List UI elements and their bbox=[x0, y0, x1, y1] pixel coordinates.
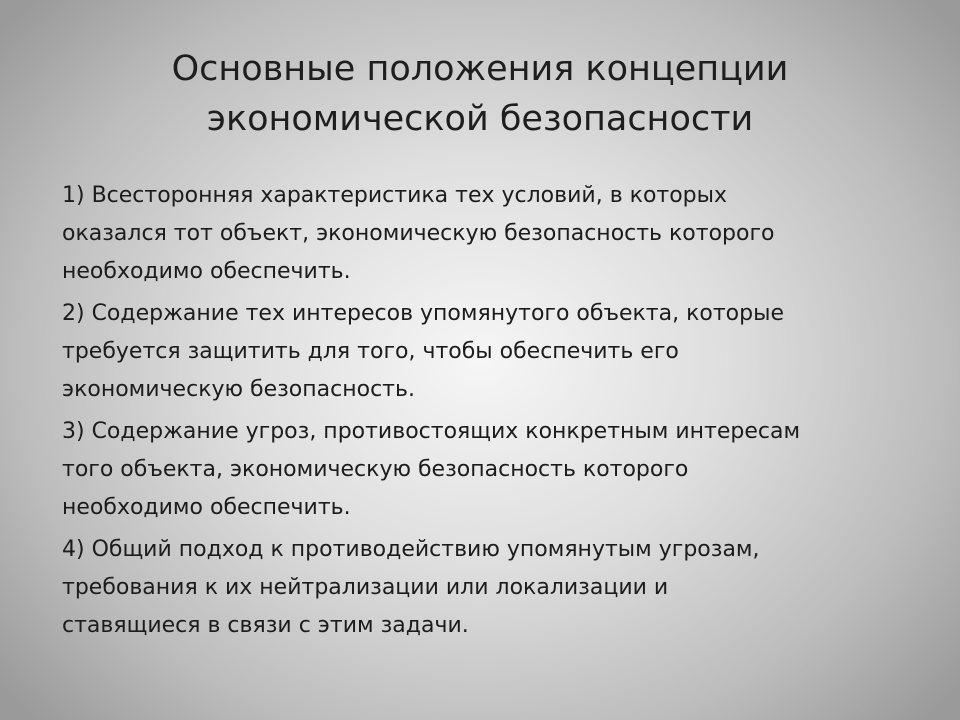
list-item-3-line-2: того объекта, экономическую безопасность которого bbox=[62, 457, 689, 482]
list-item-1 bbox=[62, 177, 902, 291]
list-item-4-line-1: 4) Общий подход к противодействию упомянутым угрозам, bbox=[62, 537, 760, 562]
slide-content-list bbox=[62, 177, 902, 649]
list-item-2-line-1: 2) Содержание тех интересов упомянутого объекта, которые bbox=[62, 301, 784, 326]
title-line-1: Основные положения концепции bbox=[171, 49, 789, 89]
list-item-1-line-2: оказался тот объект, экономическую безопасность которого bbox=[62, 221, 775, 246]
list-item-2-line-3: экономическую безопасность. bbox=[62, 377, 415, 402]
list-item-4-line-3: ставящиеся в связи с этим задачи. bbox=[62, 613, 469, 638]
list-item-2-line-2: требуется защитить для того, чтобы обеспечить его bbox=[62, 339, 679, 364]
list-item-1-line-1: 1) Всесторонняя характеристика тех условий, в которых bbox=[62, 183, 728, 208]
list-item-3-line-3: необходимо обеспечить. bbox=[62, 495, 351, 520]
list-item-4-line-2: требования к их нейтрализации или локализации и bbox=[62, 575, 669, 600]
slide-title bbox=[80, 44, 880, 144]
list-item-1-line-3: необходимо обеспечить. bbox=[62, 259, 351, 284]
list-item-4 bbox=[62, 531, 902, 645]
list-item-2 bbox=[62, 295, 902, 409]
title-line-2: экономической безопасности bbox=[206, 99, 754, 139]
list-item-3-line-1: 3) Содержание угроз, противостоящих конкретным интересам bbox=[62, 419, 801, 444]
list-item-3 bbox=[62, 413, 902, 527]
